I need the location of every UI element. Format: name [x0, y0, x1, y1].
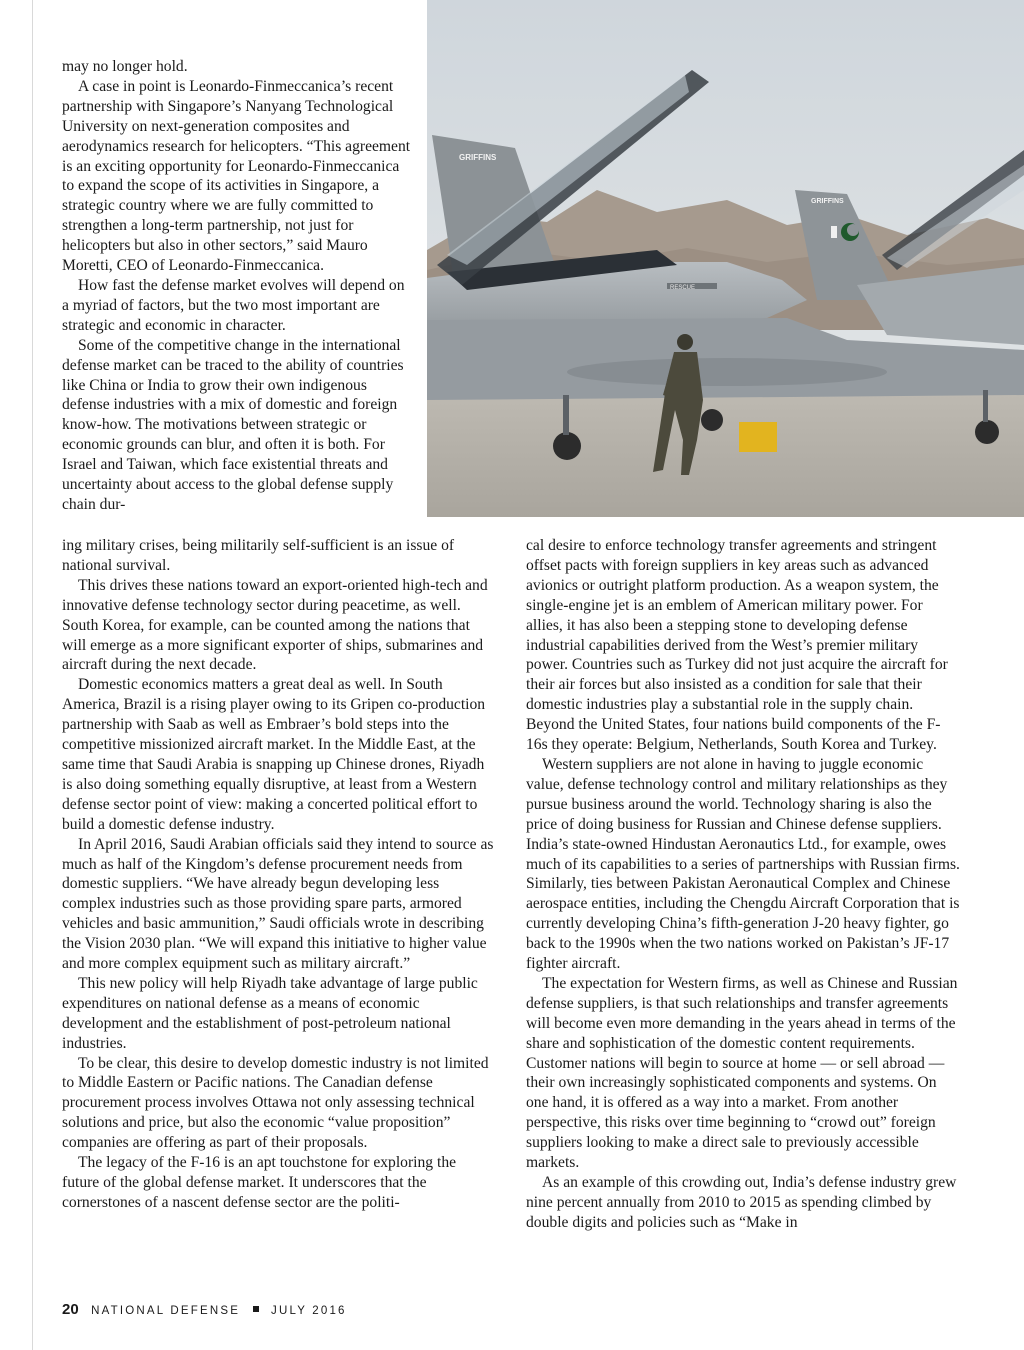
tail-marking-left: GRIFFINS — [459, 153, 497, 162]
body-paragraph: The expectation for Western firms, as well as Chinese and Russian defense suppliers, is that such relationships and transfer agreements will become even more demanding in the years ahead in terms of the share and sophistication of the domestic content requirements. Customer nations will begin to source at home — or sell abroad — their own increasingly sophisticated components and systems. On one hand, it is offered as a way into a market. From another perspective, this risks over time beginning to “crowd out” foreign suppliers looking to make a direct sale to previously accessible markets. — [526, 974, 958, 1172]
body-paragraph: A case in point is Leonardo-Finmeccanica’s recent partnership with Singapore’s Nanyang Technological University on next-generation composites and aerodynamics research for helicopters. “This agreement is an exciting opportunity for Leonardo-Finmeccanica to expand the scope of its activities in Singapore, a strategic country where we are fully committed to strengthen a long-term partnership, not just for helicopters but also in other sectors,” said Mauro Moretti, CEO of Leonardo-Finmeccanica. — [62, 77, 411, 275]
page-edge-rule — [32, 0, 33, 1350]
body-paragraph: cal desire to enforce technology transfer agreements and stringent offset pacts with foreign suppliers in key areas such as advanced avionics or outright platform production. As a weapon system, the single-engine jet is an emblem of American military power. For allies, it has also been a stepping stone to developing defense industrial capabilities derived from the West’s premier military power. Countries such as Turkey did not just acquire the aircraft for their air forces but also insisted as a condition for sale that their domestic industries play a substantial role in the supply chain. Beyond the United States, four nations build components of the F-16s they operate: Belgium, Netherlands, South Korea and Turkey. — [526, 537, 948, 754]
body-paragraph: As an example of this crowding out, India’s defense industry grew nine percent annually from 2010 to 2015 as spending climbed by double digits and policies such as “Make in — [526, 1174, 957, 1231]
footer-separator — [253, 1306, 259, 1312]
magazine-name: NATIONAL DEFENSE — [91, 1305, 241, 1317]
body-paragraph: Domestic economics matters a great deal as well. In South America, Brazil is a rising player owing to its Gripen co-production partnership with Saab as well as Embraer’s bold steps into the competitive missionized aircraft market. In the Middle East, at the same time that Saudi Arabia is snapping up Chinese drones, Riyadh is also doing something equally disruptive, at least from a Western defense sector point of view: making a concerted political effort to build a domestic defense industry. — [62, 676, 486, 833]
body-paragraph: To be clear, this desire to develop domestic industry is not limited to Middle Eastern or Pacific nations. The Canadian defense procurement process involves Ottawa not only assessing technical solutions and price, but also the economic “value proposition” companies are offering as part of their proposals. — [62, 1054, 489, 1152]
column-left-bottom — [62, 536, 494, 1213]
body-paragraph: How fast the defense market evolves will depend on a myriad of factors, but the two most important are strategic and economic in character. — [62, 276, 405, 334]
column-left-top — [62, 57, 414, 515]
issue-date: JULY 2016 — [271, 1305, 347, 1317]
page-footer — [62, 1301, 347, 1319]
body-paragraph: The legacy of the F-16 is an apt touchstone for exploring the future of the global defense market. It underscores that the cornerstones of a nascent defense sector are the politi- — [62, 1154, 457, 1211]
body-paragraph: Western suppliers are not alone in having to juggle economic value, defense technology control and military relationships as they pursue business around the world. Technology sharing is also the price of doing business for Russian and Chinese defense suppliers. India’s state-owned Hindustan Aeronautics Ltd., for example, owes much of its capabilities to a series of partnerships with Russian firms. Similarly, ties between Pakistan Aeronautical Complex and Chinese aerospace entities, including the Chengdu Aircraft Corporation that is currently developing China’s fifth-generation J-20 heavy fighter, go back to the 1990s when the two nations worked on Pakistan’s JF-17 fighter aircraft. — [526, 755, 960, 973]
tail-marking-right: GRIFFINS — [811, 198, 844, 205]
body-paragraph: This new policy will help Riyadh take advantage of large public expenditures on national defense as a means of economic development and the establishment of post-petroleum national industries. — [62, 974, 478, 1052]
page-number: 20 — [62, 1301, 79, 1318]
body-paragraph: In April 2016, Saudi Arabian officials said they intend to source as much as half of the Kingdom’s defense procurement needs from domestic suppliers. “We have already begun developing less complex industries such as those providing spare parts, armored vehicles and basic ammunition,” Saudi officials wrote in describing the Vision 2030 plan. “We will expand this initiative to higher value and more complex equipment such as military aircraft.” — [62, 835, 494, 973]
body-paragraph: ing military crises, being militarily self-sufficient is an issue of national survival. — [62, 537, 455, 574]
body-paragraph: This drives these nations toward an export-oriented high-tech and innovative defense technology sector during peacetime, as well. South Korea, for example, can be counted among the nations that will emerge as a more significant exporter of ships, submarines and aircraft during the next decade. — [62, 576, 488, 674]
aircraft-photo — [427, 0, 1024, 517]
yellow-stand — [739, 422, 777, 452]
body-paragraph: may no longer hold. — [62, 58, 188, 75]
body-paragraph: Some of the competitive change in the international defense market can be traced to the ability of countries like China or India to grow their own indigenous defense industries with a mix of domestic and foreign know-how. The motivations between strategic or economic grounds can blur, and often it is both. For Israel and Taiwan, which face existential threats and uncertainty about access to the global defense supply chain dur- — [62, 336, 404, 513]
column-right — [526, 536, 962, 1233]
svg-text:RESCUE: RESCUE — [670, 285, 696, 291]
